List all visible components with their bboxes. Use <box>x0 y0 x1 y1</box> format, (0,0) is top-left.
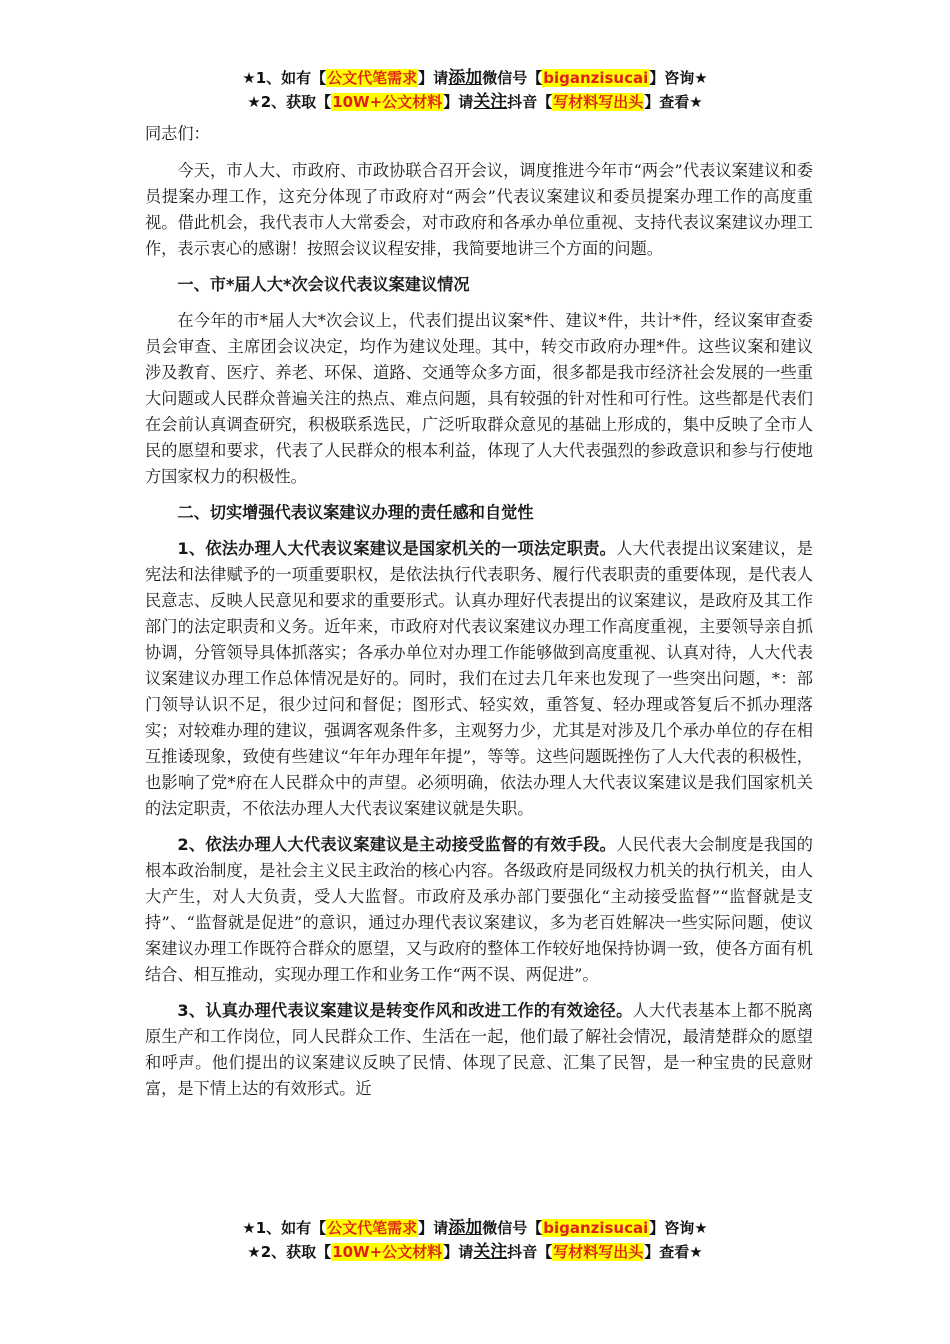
section-1-paragraph: 在今年的市*届人大*次会议上，代表们提出议案*件、建议*件，共计*件，经议案审查委员会审查、主席团会议决定，均作为建议处理。其中，转交市政府办理*件。这些议案和建议涉及教育、医疗、养老、环保、道路、交通等众多方面，很多都是我市经济社会发展的一些重大问题或人民群众普遍关注的热点、难点问题，具有较强的针对性和可行性。这些都是代表们在会前认真调查研究，积极联系选民，广泛听取群众意见的基础上形成的，集中反映了全市人民的愿望和要求，代表了人民群众的根本利益，体现了人大代表强烈的参政意识和参与行使地方国家权力的积极性。 <box>145 311 813 486</box>
point-2-paragraph <box>145 832 813 988</box>
banner-text: 】请 <box>443 1243 474 1261</box>
banner-text: ★2、获取【 <box>247 1243 332 1261</box>
banner-text: 】查看★ <box>644 1243 703 1261</box>
banner-line-1 <box>0 1216 950 1240</box>
point-1-paragraph <box>145 536 813 822</box>
document-body <box>145 118 813 1102</box>
greeting: 同志们： <box>145 124 210 143</box>
banner-text: 抖音【 <box>507 1243 553 1261</box>
banner-highlight: biganzisucai <box>543 1219 649 1237</box>
banner-text: 微信号【 <box>482 69 543 87</box>
banner-highlight: 10W+公文材料 <box>332 93 443 111</box>
banner-line-2 <box>0 90 950 114</box>
section-2-heading: 二、切实增强代表议案建议办理的责任感和自觉性 <box>177 503 534 522</box>
banner-highlight: 公文代笔需求 <box>327 1219 418 1237</box>
banner-emphasis: 关注 <box>473 1242 508 1262</box>
section-1-heading: 一、市*届人大*次会议代表议案建议情况 <box>177 275 470 294</box>
banner-text: 】咨询★ <box>649 1219 708 1237</box>
point-2-lead: 2、依法办理人大代表议案建议是主动接受监督的有效手段。 <box>177 835 617 854</box>
intro-paragraph: 今天，市人大、市政府、市政协联合召开会议，调度推进今年市“两会”代表议案建议和委员提案办理工作，这充分体现了市政府对“两会”代表议案建议和委员提案办理工作的高度重视。借此机会，我代表市人大常委会，对市政府和各承办单位重视、支持代表议案建议办理工作，表示衷心的感谢！按照会议议程安排，我简要地讲三个方面的问题。 <box>145 161 813 258</box>
banner-highlight: 写材料写出头 <box>553 93 644 111</box>
banner-text: ★1、如有【 <box>242 1219 327 1237</box>
banner-text: 】请 <box>418 69 449 87</box>
banner-highlight: 写材料写出头 <box>553 1243 644 1261</box>
banner-text: ★2、获取【 <box>247 93 332 111</box>
banner-emphasis: 添加 <box>448 68 483 88</box>
point-1-lead: 1、依法办理人大代表议案建议是国家机关的一项法定职责。 <box>177 539 617 558</box>
banner-highlight: biganzisucai <box>543 69 649 87</box>
banner-line-1 <box>0 66 950 90</box>
point-3-paragraph <box>145 998 813 1102</box>
banner-emphasis: 添加 <box>448 1218 483 1238</box>
point-1-body: 人大代表提出议案建议，是宪法和法律赋予的一项重要职权，是依法执行代表职务、履行代表职责的重要体现，是代表人民意志、反映人民意见和要求的重要形式。认真办理好代表提出的议案建议，是政府及其工作部门的法定职责和义务。近年来，市政府对代表议案建议办理工作高度重视，主要领导亲自抓协调，分管领导具体抓落实；各承办单位对办理工作能够做到高度重视、认真对待，人大代表议案建议办理工作总体情况是好的。同时，我们在过去几年来也发现了一些突出问题，*：部门领导认识不足，很少过问和督促；图形式、轻实效，重答复、轻办理或答复后不抓办理落实；对较难办理的建议，强调客观条件多，主观努力少，尤其是对涉及几个承办单位的存在相互推诿现象，致使有些建议“年年办理年年提”，等等。这些问题既挫伤了人大代表的积极性，也影响了党*府在人民群众中的声望。必须明确，依法办理人大代表议案建议是我们国家机关的法定职责，不依法办理人大代表议案建议就是失职。 <box>145 539 813 818</box>
banner-text: 】查看★ <box>644 93 703 111</box>
banner-text: ★1、如有【 <box>242 69 327 87</box>
banner-text: 】请 <box>443 93 474 111</box>
point-3-body: 人大代表基本上都不脱离原生产和工作岗位，同人民群众工作、生活在一起，他们最了解社会情况，最清楚群众的愿望和呼声。他们提出的议案建议反映了民情、体现了民意、汇集了民智，是一种宝贵的民意财富，是下情上达的有效形式。近 <box>145 1001 814 1098</box>
banner-text: 】请 <box>418 1219 449 1237</box>
bottom-banner <box>0 1216 950 1264</box>
banner-highlight: 公文代笔需求 <box>327 69 418 87</box>
banner-text: 微信号【 <box>482 1219 543 1237</box>
point-3-lead: 3、认真办理代表议案建议是转变作风和改进工作的有效途径。 <box>177 1001 633 1020</box>
banner-line-2 <box>0 1240 950 1264</box>
banner-highlight: 10W+公文材料 <box>332 1243 443 1261</box>
banner-text: 】咨询★ <box>649 69 708 87</box>
banner-text: 抖音【 <box>507 93 553 111</box>
banner-emphasis: 关注 <box>473 92 508 112</box>
point-2-body: 人民代表大会制度是我国的根本政治制度，是社会主义民主政治的核心内容。各级政府是同级权力机关的执行机关，由人大产生，对人大负责，受人大监督。市政府及承办部门要强化“主动接受监督”“监督就是支持”、“监督就是促进”的意识，通过办理代表议案建议，多为老百姓解决一些实际问题，使议案建议办理工作既符合群众的愿望，又与政府的整体工作较好地保持协调一致，使各方面有机结合、相互推动，实现办理工作和业务工作“两不误、两促进”。 <box>145 835 813 984</box>
top-banner <box>0 66 950 114</box>
